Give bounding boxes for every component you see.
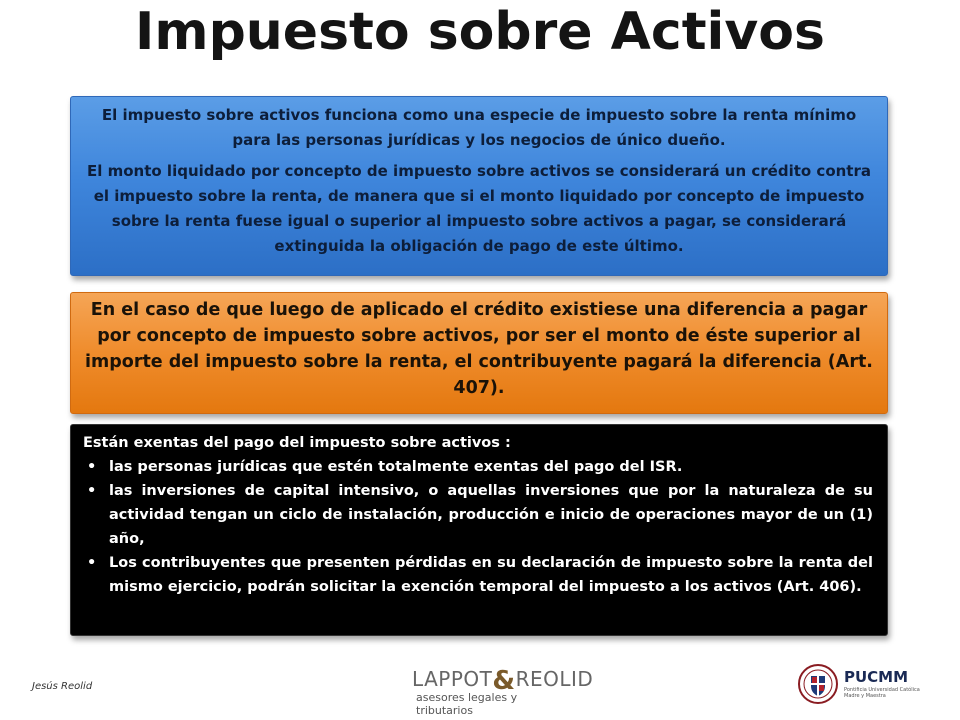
definition-box <box>70 96 888 276</box>
pucmm-logo <box>798 660 928 710</box>
pucmm-subtitle: Pontificia Universidad Católica Madre y Maestra <box>844 687 920 699</box>
list-item <box>83 551 873 599</box>
list-item-text: Los contribuyentes que presenten pérdidas en su declaración de impuesto sobre la renta del mismo ejercicio, podrán solicitar la exención temporal del impuesto a los activos (Art. 406). <box>109 555 873 595</box>
ampersand-icon: & <box>492 666 516 696</box>
exemptions-intro: Están exentas del pago del impuesto sobre activos : <box>83 435 511 451</box>
logo-brand-left: LAPPOT <box>412 667 493 691</box>
pucmm-name: PUCMM <box>844 668 909 686</box>
list-item-text: las inversiones de capital intensivo, o aquellas inversiones que por la naturaleza de su actividad tengan un ciclo de instalación, producción e inicio de operaciones mayor de un (1) año, <box>109 483 873 547</box>
definition-paragraph-2: El monto liquidado por concepto de impuesto sobre activos se considerará un crédito contra el impuesto sobre la renta, de manera que si el monto liquidado por concepto de impuesto sobre la renta fuese igual o superior al impuesto sobre activos a pagar, se considerará extinguida la obligación de pago de este último. <box>87 162 871 255</box>
slide-title: Impuesto sobre Activos <box>135 2 825 62</box>
list-item <box>83 455 873 479</box>
logo-tagline: asesores legales y tributarios <box>416 691 518 717</box>
definition-paragraph-1: El impuesto sobre activos funciona como una especie de impuesto sobre la renta mínimo para las personas jurídicas y los negocios de único dueño. <box>101 106 857 149</box>
list-item-text: las personas jurídicas que estén totalmente exentas del pago del ISR. <box>109 459 683 475</box>
difference-text: En el caso de que luego de aplicado el crédito existiese una diferencia a pagar por concepto de impuesto sobre activos, por ser el monto de éste superior al importe del impuesto sobre la renta, el contribuyente pagará la diferencia (Art. 407). <box>85 300 873 398</box>
university-seal-icon <box>798 662 838 706</box>
author-credit: Jesús Reolid <box>32 681 93 692</box>
list-item <box>83 479 873 551</box>
logo-brand-right: REOLID <box>515 667 594 691</box>
lappot-reolid-logo <box>410 662 594 717</box>
exemptions-box <box>70 424 888 636</box>
exemptions-list <box>83 455 873 599</box>
bullet-icon: • <box>87 555 97 571</box>
bullet-icon: • <box>87 483 97 499</box>
difference-box <box>70 292 888 414</box>
bullet-icon: • <box>87 459 97 475</box>
